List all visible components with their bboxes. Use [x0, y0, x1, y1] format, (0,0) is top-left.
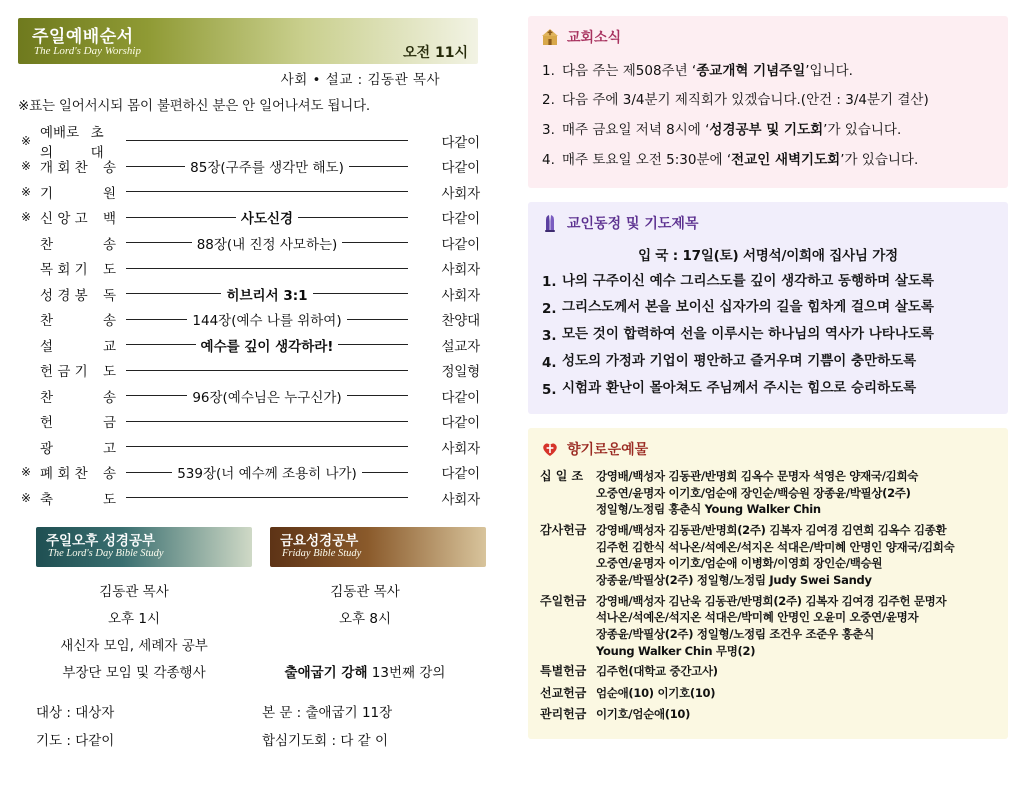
offering-category-label: 특별헌금: [540, 664, 587, 679]
order-name-part: 금: [102, 415, 116, 432]
order-participant: 사회자: [441, 262, 480, 279]
order-name-part: 예배로의: [40, 124, 80, 161]
order-row: [18, 281, 480, 307]
order-detail: [120, 386, 414, 406]
order-participant: 설교자: [441, 338, 480, 355]
prayer-title: 교인동정 및 기도제목: [567, 215, 699, 232]
worship-banner-title: 주일예배순서: [32, 27, 134, 47]
news-item-text-end: ’가 있습니다.: [823, 122, 902, 139]
news-item-highlight: 전교인 새벽기도회: [731, 152, 841, 169]
order-mark: ※: [20, 490, 32, 505]
news-item-number: 3.: [542, 122, 555, 139]
order-row: [18, 154, 480, 180]
order-name-part: 목 회 기: [40, 262, 88, 279]
order-item-name: [34, 284, 120, 304]
prayer-item-number: 5.: [542, 381, 557, 398]
order-row: [18, 409, 480, 435]
order-participant: 사회자: [441, 440, 480, 457]
sunday-study-keyvalue: 대상 : 대상자: [36, 704, 115, 721]
bible-study-banners: [18, 527, 480, 567]
order-rule: [126, 497, 408, 498]
order-participant: 다같이: [441, 160, 480, 177]
news-item-highlight: 성경공부 및 기도회: [709, 122, 824, 139]
sunday-study-keyvalue: 기도 : 다같이: [36, 732, 115, 749]
order-item-name: [34, 207, 120, 227]
order-detail: [120, 462, 414, 482]
prayer-item: [540, 375, 996, 402]
news-item-number: 1.: [542, 62, 555, 79]
order-rule: [126, 344, 196, 345]
offering-block: [540, 468, 996, 518]
study-keyvalue-row: [18, 697, 480, 725]
offering-category-label: 십 일 조: [540, 468, 584, 483]
offering-block: [540, 593, 996, 660]
order-rule: [362, 472, 408, 473]
news-item-text: 다음 주는 제508주년 ‘: [562, 62, 697, 79]
offering-name-line: 강영배/백성자 김동관/반명희 김옥수 문명자 석영은 양재국/김희숙: [596, 468, 919, 483]
prayer-header: [540, 210, 996, 236]
order-detail-text: 144장(예수 나를 위하여): [192, 313, 342, 330]
sunday-study-title: 주일오후 성경공부: [46, 532, 156, 549]
order-row: [18, 179, 480, 205]
order-name-part: 독: [102, 287, 116, 304]
order-detail: [120, 191, 414, 192]
prayer-item-number: 1.: [542, 274, 557, 290]
offering-category-label: 감사헌금: [540, 522, 587, 537]
order-rule: [342, 242, 408, 243]
order-detail-text: 88장(내 진정 사모하는): [196, 236, 338, 253]
order-item-name: [34, 121, 120, 161]
offering-title: 향기로운예물: [567, 441, 649, 458]
prayer-item-text: 성도의 가정과 기업이 평안하고 즐거우며 기쁨이 충만하도록: [562, 353, 917, 370]
order-name-part: 성 경 봉: [40, 287, 88, 304]
order-participant: 정일형: [441, 364, 480, 381]
spacer: [18, 685, 480, 697]
order-name-part: 설: [40, 338, 54, 355]
news-item-text-end: ’가 있습니다.: [840, 152, 919, 169]
order-name-part: 송: [102, 313, 116, 330]
order-item-name: [34, 156, 120, 176]
news-item-number: 2.: [542, 92, 555, 109]
order-row: [18, 460, 480, 486]
offering-category-label: 선교헌금: [540, 685, 587, 700]
order-rule: [126, 395, 187, 396]
sunday-study-cell: 새신자 모임, 세례자 공부: [60, 638, 208, 654]
order-rule: [126, 319, 187, 320]
order-name-part: 송: [102, 389, 116, 406]
order-name-part: 찬: [40, 313, 54, 330]
order-row: [18, 434, 480, 460]
order-participant: 다같이: [441, 466, 480, 483]
offering-category-label: 주일헌금: [540, 593, 587, 608]
order-name-part: 찬: [40, 389, 54, 406]
news-item-text-end: ’입니다.: [805, 62, 853, 79]
church-news-header: [540, 24, 996, 50]
sunday-study-cell: 오후 1시: [107, 611, 160, 627]
order-rule: [126, 293, 221, 294]
offering-name-line: 정일형/노정림 홍춘식 Young Walker Chin: [596, 502, 821, 517]
prayer-item-text: 나의 구주이신 예수 그리스도를 깊이 생각하고 동행하며 살도록: [562, 272, 934, 289]
offering-header: [540, 436, 996, 462]
sunday-study-cell: 부장단 모임 및 각종행사: [62, 665, 206, 681]
offering-name-line: 이기호/엄순애(10): [596, 707, 691, 722]
friday-study-cell: 오후 8시: [338, 611, 391, 627]
order-detail: [120, 421, 414, 422]
order-detail-text: 히브리서 3:1: [226, 287, 308, 304]
order-detail-text: 예수를 깊이 생각하라!: [200, 338, 334, 355]
prayer-card: [528, 202, 1008, 414]
worship-banner-time: 오전 11시: [403, 45, 468, 61]
order-row: [18, 358, 480, 384]
order-detail: [120, 233, 414, 253]
offering-name-line: 강영배/백성자 김난욱 김동관/반명희(2주) 김복자 김여경 김주헌 문명자: [596, 593, 947, 608]
order-name-part: 폐 회 찬: [40, 466, 88, 483]
order-name-part: 백: [102, 211, 116, 228]
offering-names: [596, 593, 996, 660]
order-name-part: 광: [40, 440, 54, 457]
order-name-part: 송: [102, 236, 116, 253]
offering-block: [540, 706, 996, 723]
order-rule: [349, 166, 408, 167]
order-mark: ※: [20, 159, 32, 174]
offering-block: [540, 663, 996, 680]
sunday-study-subtitle: The Lord's Day Bible Study: [48, 547, 164, 559]
order-rule: [313, 293, 408, 294]
standing-note: ※표는 일어서시되 몸이 불편하신 분은 안 일어나셔도 됩니다.: [18, 98, 371, 114]
order-rule: [126, 140, 408, 141]
order-name-part: 찬: [40, 236, 54, 253]
order-detail: [120, 156, 414, 176]
order-rule: [347, 319, 408, 320]
order-name-part: 송: [102, 160, 116, 177]
friday-study-subtitle: Friday Bible Study: [282, 547, 362, 559]
order-detail: [120, 370, 414, 371]
order-detail: [120, 140, 414, 141]
order-participant: 찬양대: [441, 313, 480, 330]
order-detail: [120, 284, 414, 304]
officiant-line: 사회 • 설교 : 김동관 목사: [280, 72, 440, 88]
order-row: [18, 332, 480, 358]
prayer-item: [540, 268, 996, 295]
order-mark: ※: [20, 210, 32, 225]
offering-list: [540, 468, 996, 724]
news-item: [540, 116, 996, 146]
friday-study-title: 금요성경공부: [280, 532, 359, 549]
order-row: [18, 205, 480, 231]
prayer-subtitle: 입 국 : 17일(토) 서명석/이희애 집사님 가정: [638, 247, 898, 264]
offering-name-line: 석나온/석예온/석지온 석대은/박미혜 안명인 오윤미 오중연/윤명자: [596, 610, 919, 625]
order-detail-text: 사도신경: [240, 211, 294, 228]
order-rule: [126, 370, 408, 371]
offering-names: [596, 522, 996, 589]
worship-order-banner: [18, 18, 478, 64]
order-name-part: 도: [102, 491, 116, 508]
offering-category-label: 관리헌금: [540, 707, 587, 722]
order-item-name: [34, 258, 120, 278]
order-name-part: 개 회 찬: [40, 160, 88, 177]
order-item-name: [34, 182, 120, 202]
offering-name-line: 장종윤/박필상(2주) 정일형/노정림 Judy Swei Sandy: [596, 572, 872, 587]
order-name-part: 도: [102, 262, 116, 279]
friday-study-topic: 출애굽기 강해: [284, 665, 368, 681]
offering-name-line: 오중연/윤명자 이기호/엄순애 이병화/이영희 장인순/백승원: [596, 556, 883, 571]
order-rule: [126, 191, 408, 192]
order-rule: [126, 446, 408, 447]
order-name-part: 교: [102, 338, 116, 355]
offering-name-line: Young Walker Chin 무명(2): [596, 643, 756, 658]
news-item: [540, 56, 996, 86]
church-news-card: [528, 16, 1008, 188]
study-row: [18, 604, 480, 631]
order-participant: 다같이: [441, 134, 480, 151]
news-item-highlight: 종교개혁 기념주일: [696, 62, 806, 79]
prayer-item-number: 2.: [542, 300, 557, 317]
sunday-bible-study-banner: [36, 527, 252, 567]
prayer-item-text: 그리스도께서 본을 보이신 십자가의 길을 힘차게 걸으며 살도록: [562, 299, 934, 316]
order-detail: [120, 335, 414, 355]
friday-study-keyvalue: 합심기도회 : 다 같 이: [262, 732, 389, 749]
order-rule: [338, 344, 408, 345]
order-participant: 다같이: [441, 415, 480, 432]
order-name-part: 초대: [90, 124, 104, 161]
order-name-part: 헌: [40, 415, 54, 432]
news-item: [540, 146, 996, 176]
news-item-number: 4.: [542, 152, 555, 169]
left-column: [18, 18, 488, 753]
study-keyvalue-row: [18, 725, 480, 753]
friday-study-cell: 김동관 목사: [330, 584, 400, 600]
church-icon: [540, 27, 560, 47]
order-row: [18, 307, 480, 333]
worship-order-list: [18, 124, 480, 511]
order-mark: ※: [20, 184, 32, 199]
order-rule: [126, 242, 192, 243]
study-row: [18, 658, 480, 685]
order-item-name: [34, 233, 120, 253]
order-mark: ※: [20, 133, 32, 148]
order-name-part: 송: [102, 466, 116, 483]
order-participant: 다같이: [441, 236, 480, 253]
order-name-part: 신 앙 고: [40, 211, 88, 228]
order-name-part: 원: [102, 185, 116, 202]
friday-bible-study-banner: [270, 527, 486, 567]
news-item: [540, 86, 996, 116]
study-row: [18, 631, 480, 658]
praying-hands-icon: [540, 213, 560, 233]
order-rule: [126, 166, 185, 167]
offering-name-line: 오중연/윤명자 이기호/엄순애 장인순/백승원 장종윤/박필상(2주): [596, 485, 911, 500]
church-news-title: 교회소식: [567, 30, 622, 46]
prayer-item: [540, 294, 996, 321]
order-detail-text: 85장(구주를 생각만 해도): [190, 160, 344, 177]
order-participant: 사회자: [441, 491, 480, 508]
order-detail-text: 96장(예수님은 누구신가): [192, 389, 342, 406]
friday-study-cell: [250, 661, 480, 681]
order-rule: [126, 217, 236, 218]
order-detail: [120, 207, 414, 227]
news-item-text: 매주 금요일 저녁 8시에 ‘: [562, 122, 710, 139]
order-name-part: 축: [40, 491, 54, 508]
offering-card: [528, 428, 1008, 740]
news-item-text: 매주 토요일 오전 5:30분에 ‘: [562, 152, 732, 169]
prayer-topic-list: [540, 268, 996, 402]
offering-name-line: 엄순애(10) 이기호(10): [596, 685, 716, 700]
order-item-name: [34, 462, 120, 482]
order-rule: [126, 268, 408, 269]
order-row: [18, 383, 480, 409]
right-column: [528, 16, 1008, 753]
order-participant: 다같이: [441, 211, 480, 228]
offering-block: [540, 522, 996, 589]
order-item-name: [34, 411, 120, 431]
sunday-study-cell: 김동관 목사: [99, 584, 169, 600]
order-item-name: [34, 335, 120, 355]
prayer-item-text: 모든 것이 합력하여 선을 이루시는 하나님의 역사가 나타나도록: [562, 326, 934, 343]
order-mark: ※: [20, 465, 32, 480]
order-row: [18, 230, 480, 256]
order-item-name: [34, 437, 120, 457]
order-detail: [120, 268, 414, 269]
friday-study-keyvalue: 본 문 : 출애굽기 11장: [262, 704, 393, 721]
order-item-name: [34, 309, 120, 329]
order-detail: [120, 309, 414, 329]
offering-name-line: 김주헌(대학교 중간고사): [596, 664, 718, 679]
prayer-item: [540, 321, 996, 348]
order-name-part: 헌 금 기: [40, 364, 88, 381]
worship-banner-subtitle: The Lord's Day Worship: [34, 45, 141, 57]
heart-cross-icon: [540, 439, 560, 459]
order-participant: 다같이: [441, 389, 480, 406]
order-name-part: 도: [102, 364, 116, 381]
offering-names: [596, 706, 996, 723]
offering-name-line: 장종윤/박필상(2주) 정일형/노정림 조건우 조준우 홍춘식: [596, 626, 875, 641]
order-rule: [126, 472, 172, 473]
order-participant: 사회자: [441, 287, 480, 304]
prayer-item: [540, 348, 996, 375]
order-participant: 사회자: [441, 185, 480, 202]
offering-block: [540, 685, 996, 702]
order-row: [18, 485, 480, 511]
offering-name-line: 강영배/백성자 김동관/반명희(2주) 김복자 김여경 김연희 김옥수 김종환: [596, 522, 947, 537]
order-item-name: [34, 386, 120, 406]
prayer-item-number: 3.: [542, 327, 557, 344]
order-rule: [347, 395, 408, 396]
order-detail: [120, 497, 414, 498]
order-row: [18, 124, 480, 161]
bible-study-details: [18, 577, 480, 753]
friday-study-lesson: 13번째 강의: [367, 665, 446, 681]
offering-names: [596, 663, 996, 680]
prayer-item-number: 4.: [542, 354, 557, 371]
study-row: [18, 577, 480, 604]
order-name-part: 기: [40, 185, 54, 202]
news-item-text: 다음 주에 3/4분기 제직회가 있겠습니다.(안건 : 3/4분기 결산): [562, 92, 929, 109]
order-name-part: 고: [102, 440, 116, 457]
order-detail: [120, 446, 414, 447]
order-rule: [126, 421, 408, 422]
order-item-name: [34, 488, 120, 508]
offering-name-line: 김주헌 김한식 석나온/석예온/석지온 석대은/박미혜 안명인 양재국/김희숙: [596, 539, 955, 554]
offering-names: [596, 468, 996, 518]
order-detail-text: 539장(너 예수께 조용히 나가): [177, 466, 357, 483]
order-item-name: [34, 360, 120, 380]
order-row: [18, 256, 480, 282]
order-rule: [298, 217, 408, 218]
prayer-item-text: 시험과 환난이 몰아쳐도 주님께서 주시는 힘으로 승리하도록: [562, 380, 917, 396]
church-news-list: [540, 56, 996, 176]
offering-names: [596, 685, 996, 702]
